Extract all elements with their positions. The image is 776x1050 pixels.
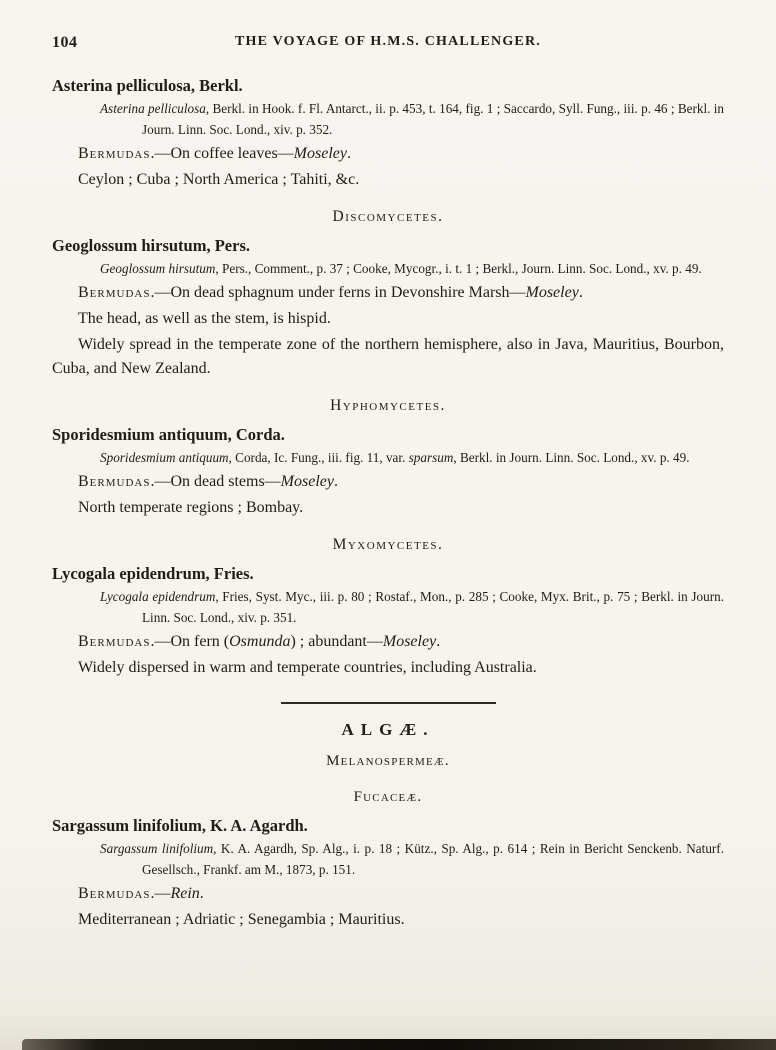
habitat-text: .	[578, 284, 583, 301]
citation-taxon: Sporidesmium antiquum	[100, 450, 229, 465]
habitat-text: .—	[150, 885, 171, 902]
habitat-text: .	[333, 473, 338, 490]
species-heading: Lycogala epidendrum, Fries.	[52, 564, 254, 583]
citation	[52, 586, 724, 628]
habitat-text: .	[436, 633, 441, 650]
habitat-line	[52, 281, 724, 305]
species-heading: Asterina pelliculosa, Berkl.	[52, 76, 243, 95]
locality-label: Bermudas	[78, 284, 151, 301]
habitat-text: .—On coffee leaves—	[150, 145, 294, 162]
habitat-text: .	[199, 885, 204, 902]
algae-subheading: Fucaceæ.	[353, 789, 423, 805]
citation-variety: sparsum	[408, 450, 454, 465]
habitat-line	[52, 630, 724, 654]
collector-name: Moseley	[525, 284, 579, 301]
citation-text: , K. A. Agardh, Sp. Alg., i. p. 18 ; Kütz., Sp. Alg., p. 614 ; Rein in Bericht Senckenb. Naturf. Gesellsch., Frankf. am M., 1873, p. 151.	[142, 841, 724, 877]
locality-label: Bermudas	[78, 145, 151, 162]
habitat-text: .—On fern (	[150, 633, 230, 650]
citation-taxon: Asterina pelliculosa	[100, 101, 206, 116]
habitat-text: .—On dead stems—	[150, 473, 281, 490]
citation	[52, 447, 724, 468]
note-paragraph: Widely spread in the temperate zone of the northern hemisphere, also in Java, Mauritius, Bourbon, Cuba, and New Zealand.	[52, 336, 724, 377]
species-heading: Geoglossum hirsutum, Pers.	[52, 236, 250, 255]
habitat-line	[52, 882, 724, 906]
citation-text: , Pers., Comment., p. 37 ; Cooke, Mycogr., i. t. 1 ; Berkl., Journ. Linn. Soc. Lond., xv. p. 49.	[215, 261, 702, 276]
species-entry	[52, 564, 724, 680]
species-heading: Sporidesmium antiquum, Corda.	[52, 425, 285, 444]
distribution-line: North temperate regions ; Bombay.	[78, 499, 304, 516]
distribution-line: Ceylon ; Cuba ; North America ; Tahiti, &c.	[78, 171, 360, 188]
locality-label: Bermudas	[78, 885, 151, 902]
distribution-line: Mediterranean ; Adriatic ; Senegambia ; Mauritius.	[78, 911, 405, 928]
citation	[52, 98, 724, 140]
section-divider	[281, 702, 496, 704]
collector-name: Rein	[170, 885, 200, 902]
algae-subheading: Melanospermeæ.	[326, 753, 450, 769]
habitat-line	[52, 470, 724, 494]
section-heading: Myxomycetes.	[332, 536, 444, 553]
section-heading: Hyphomycetes.	[330, 397, 446, 414]
habitat-text: .	[346, 145, 351, 162]
running-title: THE VOYAGE OF H.M.S. CHALLENGER.	[235, 34, 541, 49]
habitat-line	[52, 142, 724, 166]
locality-label: Bermudas	[78, 473, 151, 490]
scan-edge-artifact	[22, 1039, 776, 1050]
host-genus: Osmunda	[229, 633, 291, 650]
citation	[52, 838, 724, 880]
locality-label: Bermudas	[78, 633, 151, 650]
species-entry	[52, 816, 724, 932]
species-entry	[52, 236, 724, 381]
habitat-text: .—On dead sphagnum under ferns in Devonshire Marsh—	[150, 284, 526, 301]
species-heading: Sargassum linifolium, K. A. Agardh.	[52, 816, 308, 835]
note-paragraph: The head, as well as the stem, is hispid.	[78, 310, 331, 327]
section-heading: Discomycetes.	[332, 208, 444, 225]
citation-taxon: Sargassum linifolium	[100, 841, 214, 856]
citation-text: , Corda, Ic. Fung., iii. fig. 11, var.	[228, 450, 409, 465]
citation-text: , Berkl. in Journ. Linn. Soc. Lond., xv. p. 49.	[453, 450, 690, 465]
citation	[52, 258, 724, 279]
citation-text: , Berkl. in Hook. f. Fl. Antarct., ii. p. 453, t. 164, fig. 1 ; Saccardo, Syll. Fung., iii. p. 46 ; Berkl. in Journ. Linn. Soc. Lond., xiv. p. 352.	[142, 101, 725, 137]
collector-name: Moseley	[293, 145, 347, 162]
citation-text: , Fries, Syst. Myc., iii. p. 80 ; Rostaf., Mon., p. 285 ; Cooke, Myx. Brit., p. 75 ; Berkl. in Journ. Linn. Soc. Lond., xiv. p. 351.	[142, 589, 724, 625]
page-number: 104	[52, 34, 78, 51]
distribution-line: Widely dispersed in warm and temperate countries, including Australia.	[78, 659, 537, 676]
species-entry	[52, 76, 724, 192]
algae-title: ALGÆ.	[341, 720, 435, 739]
page-header	[52, 34, 724, 54]
citation-taxon: Geoglossum hirsutum	[100, 261, 216, 276]
collector-name: Moseley	[382, 633, 437, 650]
citation-taxon: Lycogala epidendrum	[100, 589, 216, 604]
species-entry	[52, 425, 724, 520]
collector-name: Moseley	[280, 473, 334, 490]
habitat-text: ) ; abundant—	[290, 633, 383, 650]
